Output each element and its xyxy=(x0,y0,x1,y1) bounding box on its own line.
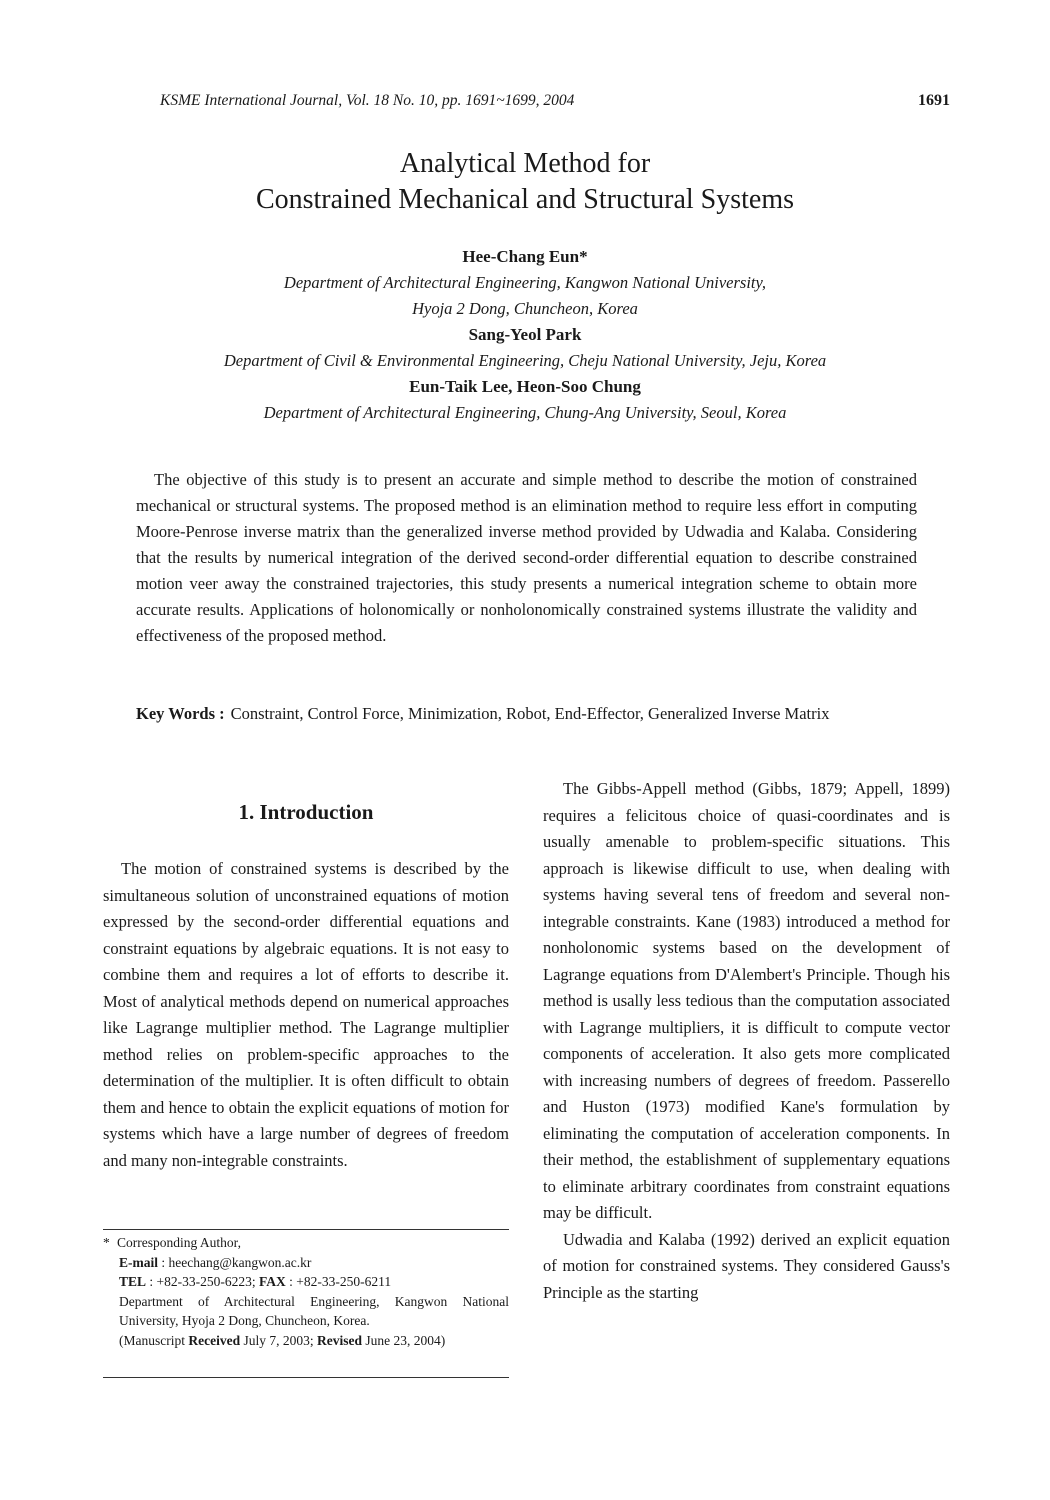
author-affiliation: Department of Architectural Engineering, Kangwon National University, xyxy=(283,273,767,292)
tel-label: TEL xyxy=(119,1274,147,1289)
introduction-paragraph: The motion of constrained systems is described by the simultaneous solution of unconstrained equations of motion expressed by the second-order differential equations and constraint equations by algebraic equations. It is not easy to combine them and requires a lot of efforts to describe it. Most of analytical methods depend on numerical approaches like Lagrange multiplier method. The Lagrange multiplier method relies on problem-specific approaches to the determination of the multiplier. It is often difficult to obtain them and hence to obtain the explicit equations of motion for systems which have a large number of degrees of freedom and many non-integrable constraints. xyxy=(103,859,509,1170)
revised-date: June 23, 2004) xyxy=(361,1332,446,1348)
abstract: The objective of this study is to present an accurate and simple method to describe the motion of constrained mechanical or structural systems. The proposed method is an elimination method to require less effort in computing Moore-Penrose inverse matrix than the generalized inverse method provided by Udwadia and Kalaba. Considering that the results by numerical integration of the derived second-order differential equation to describe constrained motion veer away the constrained trajectories, this study presents a numerical integration scheme to obtain more accurate results. Applications of holonomically or nonholonomically constrained systems illustrate the validity and effectiveness of the proposed method. xyxy=(136,470,917,645)
manuscript-prefix: (Manuscript xyxy=(119,1332,189,1348)
revised-label: Revised xyxy=(316,1332,362,1348)
received-date: July 7, 2003; xyxy=(240,1332,317,1348)
author-affiliation: Department of Architectural Engineering, Chung-Ang University, Seoul, Korea xyxy=(263,403,787,422)
body-paragraph: Udwadia and Kalaba (1992) derived an explicit equation of motion for constrained systems. They considered Gauss's Principle as the starting xyxy=(543,1229,950,1302)
footnote xyxy=(103,1233,509,1350)
footnote-bottom-rule xyxy=(103,1377,509,1378)
keywords xyxy=(136,701,917,727)
section-heading: 1. Introduction xyxy=(238,800,374,824)
author-address: Department of Architectural Engineering, Kangwon National University, Hyoja 2 Dong, Chuncheon, Korea. xyxy=(119,1293,509,1328)
footnote-marker: * xyxy=(103,1235,110,1250)
journal-citation: KSME International Journal, Vol. 18 No. 10, pp. 1691~1699, 2004 xyxy=(160,92,575,109)
author-block xyxy=(100,244,950,426)
email-label: E-mail xyxy=(119,1254,158,1270)
author-name: Hee-Chang Eun* xyxy=(462,247,588,266)
author-name: Sang-Yeol Park xyxy=(468,325,582,344)
author-affiliation: Department of Civil & Environmental Engineering, Cheju National University, Jeju, Korea xyxy=(223,351,827,370)
footnote-divider xyxy=(103,1229,509,1230)
keywords-label: Key Words : xyxy=(136,704,225,723)
body-paragraph: The Gibbs-Appell method (Gibbs, 1879; Appell, 1899) requires a felicitous choice of quasi-coordinates and is usually amenable to problem-specific situations. This approach is likewise difficult to use, when dealing with systems having several tens of freedom and several non-integrable constraints. Kane (1983) introduced a method for nonholonomic systems based on the development of Lagrange equations from D'Alembert's Principle. Though his method is usally less tedious than the computation associated with Lagrange multipliers, it is difficult to compute vector components of acceleration. It also gets more complicated with increasing numbers of degrees of freedom. Passerello and Huston (1973) modified Kane's formulation by eliminating the computation of acceleration components. In their method, the establishment of supplementary equations to eliminate arbitrary coordinates from constraint equations may be difficult. xyxy=(543,779,950,1222)
paper-title-line-1: Analytical Method for xyxy=(399,148,651,179)
running-head xyxy=(160,92,950,114)
author-name: Eun-Taik Lee, Heon-Soo Chung xyxy=(409,377,641,396)
right-column xyxy=(543,776,950,1306)
tel-value: : +82-33-250-6223; xyxy=(146,1274,259,1289)
fax-label: FAX xyxy=(259,1274,286,1289)
keywords-text: Constraint, Control Force, Minimization, Robot, End-Effector, Generalized Inverse Matrix xyxy=(230,704,830,723)
email-value: : heechang@kangwon.ac.kr xyxy=(158,1254,312,1270)
received-label: Received xyxy=(188,1332,241,1348)
paper-title xyxy=(100,146,950,218)
fax-value: : +82-33-250-6211 xyxy=(285,1274,392,1289)
page-number: 1691 xyxy=(918,92,950,109)
corresponding-author-note: Corresponding Author, xyxy=(117,1235,241,1250)
paper-title-line-2: Constrained Mechanical and Structural Systems xyxy=(255,184,795,215)
author-affiliation: Hyoja 2 Dong, Chuncheon, Korea xyxy=(412,299,638,318)
